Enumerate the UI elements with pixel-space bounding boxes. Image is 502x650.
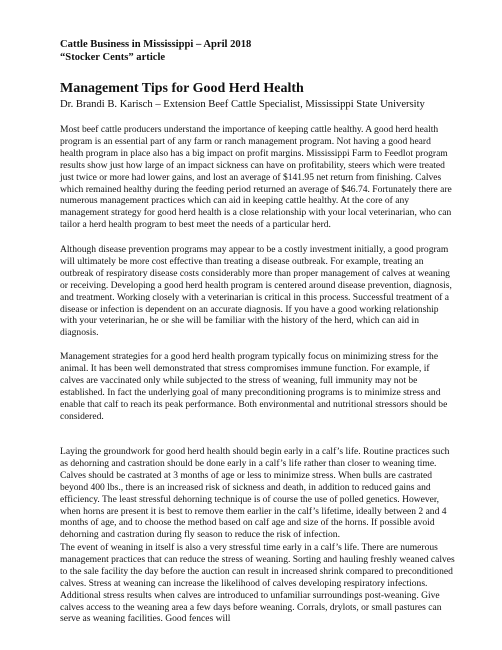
publication-header xyxy=(60,38,251,64)
paragraph: Management strategies for a good herd health program typically focus on minimizing stress for the animal. It has been well demonstrated that stress compromises immune function. For example, if calves are vaccinated only while subjected to the stress of weaning, full immunity may not be established. In fact the underlying goal of many preconditioning programs is to minimize stress and enable that calf to reach its peak performance. Both environmental and nutritional stressors should be considered. xyxy=(60,351,448,422)
column-line: “Stocker Cents” article xyxy=(60,52,166,63)
article-author: Dr. Brandi B. Karisch – Extension Beef Cattle Specialist, Mississippi State University xyxy=(60,99,425,110)
paragraph: Laying the groundwork for good herd health should begin early in a calf’s life. Routine practices such as dehorning and castration should be done early in a calf’s life rather than closer to weaning time. Calves should be castrated at 3 months of age or less to minimize stress. When bulls are castrated beyond 400 lbs., there is an increased risk of sickness and death, in addition to reduced gains and efficiency. The least stressful dehorning technique is of course the use of polled genetics. However, when horns are present it is best to remove them earlier in the calf’s lifetime, ideally between 2 and 4 months of age, and to choose the method based on calf age and size of the horns. If possible avoid dehorning and castration during fly season to reduce the risk of infection. xyxy=(60,446,450,541)
publication-line: Cattle Business in Mississippi – April 2018 xyxy=(60,39,252,50)
article-title: Management Tips for Good Herd Health xyxy=(60,81,304,96)
paragraph: Although disease prevention programs may appear to be a costly investment initially, a good program will ultimately be more cost effective than treating a disease outbreak. For example, treating an outbreak of respiratory disease costs considerably more than proper management of calves at weaning or receiving. Developing a good herd health program is centered around disease prevention, diagnosis, and treatment. Working closely with a veterinarian is critical in this process. Successful treatment of a disease or infection is dependent on an accurate diagnosis. If you have a good working relationship with your veterinarian, he or she will be familiar with the history of the herd, which can aid in diagnosis. xyxy=(60,244,452,339)
paragraph: Most beef cattle producers understand the importance of keeping cattle healthy. A good herd health program is an essential part of any farm or ranch management program. Not having a good heard health program in place also has a big impact on profit margins. Mississippi Farm to Feedlot program results show just how large of an impact sickness can have on profitability, steers which were treated just twice or more had lower gains, and lost an average of $141.95 net return from finishing. Calves which remained healthy during the feeding period returned an average of $46.74. Fortunately there are numerous management practices which can aid in keeping cattle healthy. At the core of any management strategy for good herd health is a close relationship with your local veterinarian, who can tailor a herd health program to best meet the needs of a particular herd. xyxy=(60,124,452,231)
paragraph: The event of weaning in itself is also a very stressful time early in a calf’s life. There are numerous management practices that can reduce the stress of weaning. Sorting and hauling freshly weaned calves to the sale facility the day before the auction can result in increased shrink compared to preconditioned calves. Stress at weaning can increase the likelihood of calves developing respiratory infections. Additional stress results when calves are introduced to unfamiliar surroundings post-weaning. Give calves access to the weaning area a few days before weaning. Corrals, drylots, or small pastures can serve as weaning facilities. Good fences will xyxy=(60,542,455,625)
